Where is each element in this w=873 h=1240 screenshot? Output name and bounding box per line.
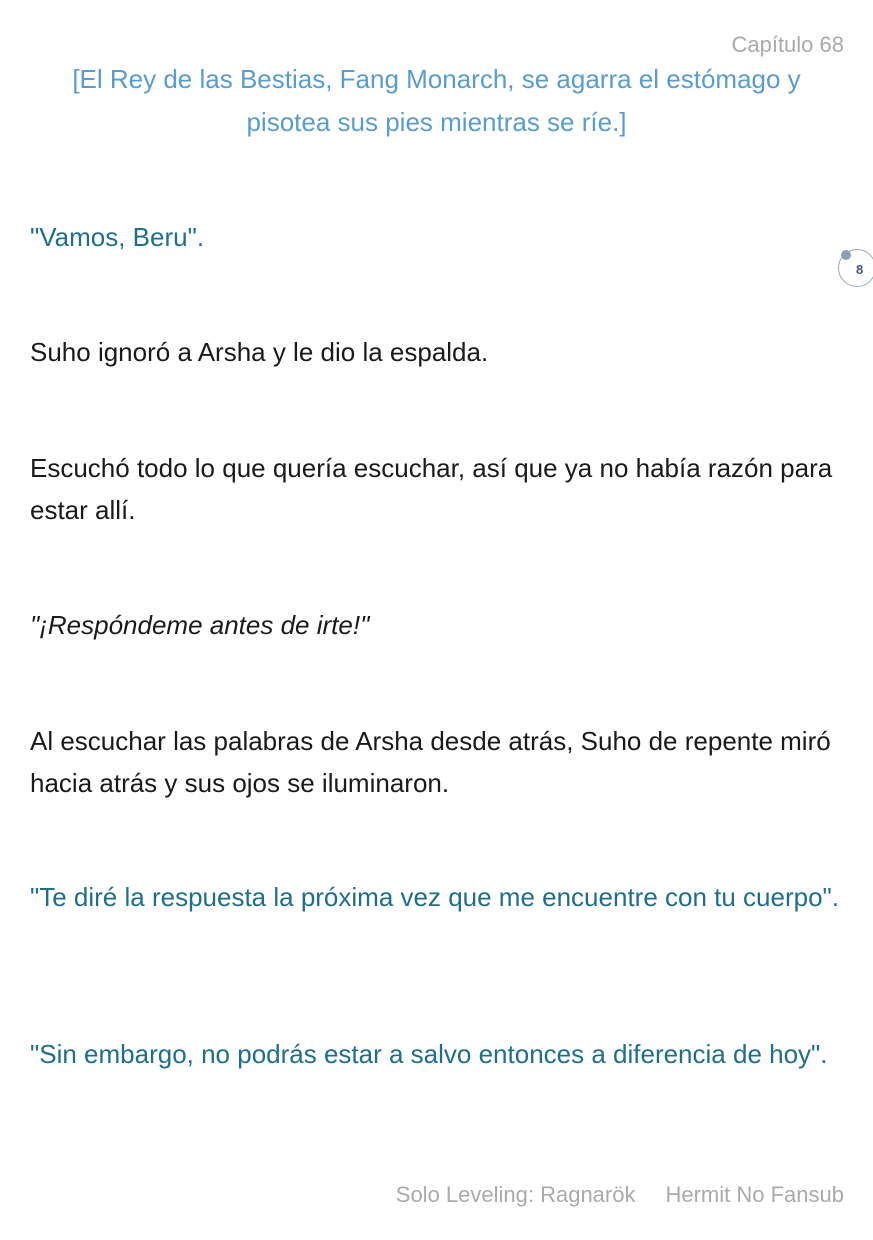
page-number-badge[interactable] <box>838 249 873 287</box>
chapter-label: Capítulo 68 <box>731 32 844 57</box>
footer <box>396 1182 844 1208</box>
dialogue-paragraph: "Te diré la respuesta la próxima vez que me encuentre con tu cuerpo". <box>30 882 840 912</box>
narration-paragraph: Escuchó todo lo que quería escuchar, así que ya no había razón para estar allí. <box>30 453 833 525</box>
narration-paragraph: Suho ignoró a Arsha y le dio la espalda. <box>30 337 489 367</box>
footer-group: Hermit No Fansub <box>665 1182 844 1207</box>
system-message: [El Rey de las Bestias, Fang Monarch, se agarra el estómago y pisotea sus pies mientras se ríe.] <box>72 64 801 137</box>
badge-dot-icon <box>841 250 851 260</box>
dialogue-paragraph: "Vamos, Beru". <box>30 222 205 252</box>
footer-title: Solo Leveling: Ragnarök <box>395 1182 636 1207</box>
dialogue-paragraph: "Sin embargo, no podrás estar a salvo entonces a diferencia de hoy". <box>30 1039 828 1069</box>
italic-speech-paragraph: "¡Respóndeme antes de irte!" <box>30 610 370 640</box>
narration-paragraph: Al escuchar las palabras de Arsha desde atrás, Suho de repente miró hacia atrás y sus ojos se iluminaron. <box>30 726 831 798</box>
page-number: 8 <box>856 262 864 277</box>
